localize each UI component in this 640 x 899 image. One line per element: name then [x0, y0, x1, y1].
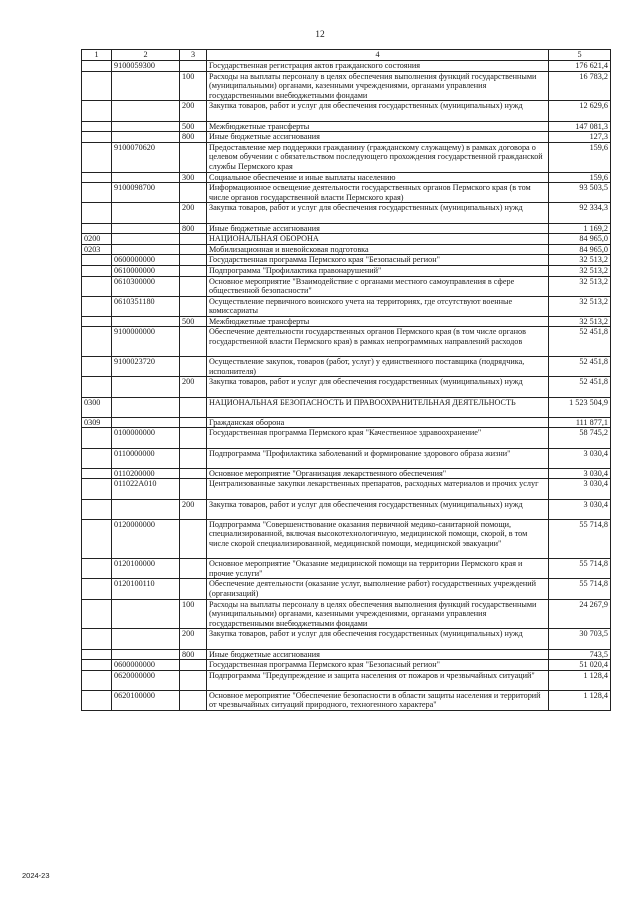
item-name: Государственная программа Пермского края "Безопасный регион" [207, 255, 549, 266]
expense-type: 500 [180, 121, 207, 132]
target-code: 9100059300 [112, 61, 180, 72]
item-name: Осуществление первичного воинского учета на территориях, где отсутствуют военные комиссариаты [207, 296, 549, 316]
target-code: 0100000000 [112, 428, 180, 448]
target-code [112, 172, 180, 183]
expense-type [180, 327, 207, 357]
amount: 32 513,2 [549, 316, 611, 327]
amount: 93 503,5 [549, 183, 611, 203]
item-name: Расходы на выплаты персоналу в целях обеспечения выполнения функций государственными (муниципальными) органами, казенными учреждениями, органами управления государственными внебюджетными фондами [207, 71, 549, 101]
section-code [82, 327, 112, 357]
expense-type: 200 [180, 499, 207, 519]
expense-type: 800 [180, 132, 207, 143]
section-code [82, 61, 112, 72]
item-name: Осуществление закупок, товаров (работ, услуг) у единственного поставщика (подрядчика, исполнителя) [207, 357, 549, 377]
table-row [82, 417, 611, 428]
table-row [82, 690, 611, 710]
target-code [112, 417, 180, 428]
item-name: Основное мероприятие "Организация лекарственного обеспечения" [207, 468, 549, 479]
expense-type: 200 [180, 377, 207, 397]
column-header-target: 2 [112, 50, 180, 61]
expense-type [180, 265, 207, 276]
target-code [112, 132, 180, 143]
table-row [82, 579, 611, 599]
expense-type [180, 234, 207, 245]
item-name: Обеспечение деятельности государственных органов Пермского края (в том числе органов государственной власти Пермского края) в рамках непрограммных направлений расходов [207, 327, 549, 357]
target-code [112, 101, 180, 121]
amount: 743,5 [549, 649, 611, 660]
item-name: НАЦИОНАЛЬНАЯ ОБОРОНА [207, 234, 549, 245]
column-header-name: 4 [207, 50, 549, 61]
target-code [112, 316, 180, 327]
expense-type [180, 519, 207, 558]
table-row [82, 316, 611, 327]
expense-type [180, 670, 207, 690]
amount: 92 334,3 [549, 203, 611, 223]
amount: 52 451,8 [549, 327, 611, 357]
amount: 55 714,8 [549, 559, 611, 579]
section-code [82, 223, 112, 234]
table-header-row [82, 50, 611, 61]
item-name: Централизованные закупки лекарственных препаратов, расходных материалов и прочих услуг [207, 479, 549, 499]
table-row [82, 121, 611, 132]
table-row [82, 397, 611, 417]
target-code: 9100070620 [112, 142, 180, 172]
table-row [82, 276, 611, 296]
item-name: Закупка товаров, работ и услуг для обеспечения государственных (муниципальных) нужд [207, 101, 549, 121]
expense-type [180, 479, 207, 499]
table-row [82, 660, 611, 671]
budget-table [81, 49, 611, 711]
table-row [82, 479, 611, 499]
amount: 24 267,9 [549, 599, 611, 629]
target-code: 0120100110 [112, 579, 180, 599]
amount: 30 703,5 [549, 629, 611, 649]
target-code: 0110000000 [112, 448, 180, 468]
section-code [82, 690, 112, 710]
section-code [82, 479, 112, 499]
target-code [112, 499, 180, 519]
table-row [82, 468, 611, 479]
amount: 159,6 [549, 142, 611, 172]
section-code: 0300 [82, 397, 112, 417]
amount: 52 451,8 [549, 377, 611, 397]
item-name: Основное мероприятие "Оказание медицинской помощи на территории Пермского края и прочие услуги" [207, 559, 549, 579]
amount: 3 030,4 [549, 468, 611, 479]
amount: 16 783,2 [549, 71, 611, 101]
target-code [112, 121, 180, 132]
target-code [112, 203, 180, 223]
table-row [82, 234, 611, 245]
section-code [82, 172, 112, 183]
table-row [82, 183, 611, 203]
expense-type: 100 [180, 71, 207, 101]
expense-type [180, 417, 207, 428]
target-code [112, 377, 180, 397]
amount: 3 030,4 [549, 499, 611, 519]
column-header-section: 1 [82, 50, 112, 61]
section-code [82, 101, 112, 121]
item-name: Обеспечение деятельности (оказание услуг, выполнение работ) государственных учреждений (организаций) [207, 579, 549, 599]
table-row [82, 296, 611, 316]
target-code: 0620000000 [112, 670, 180, 690]
table-row [82, 172, 611, 183]
section-code: 0309 [82, 417, 112, 428]
target-code: 9100000000 [112, 327, 180, 357]
amount: 176 621,4 [549, 61, 611, 72]
expense-type: 800 [180, 223, 207, 234]
item-name: Иные бюджетные ассигнования [207, 649, 549, 660]
table-row [82, 223, 611, 234]
expense-type [180, 61, 207, 72]
item-name: НАЦИОНАЛЬНАЯ БЕЗОПАСНОСТЬ И ПРАВООХРАНИТЕЛЬНАЯ ДЕЯТЕЛЬНОСТЬ [207, 397, 549, 417]
amount: 1 128,4 [549, 690, 611, 710]
page-number: 12 [315, 30, 325, 40]
amount: 159,6 [549, 172, 611, 183]
expense-type [180, 276, 207, 296]
amount: 52 451,8 [549, 357, 611, 377]
target-code [112, 599, 180, 629]
amount: 111 877,1 [549, 417, 611, 428]
section-code [82, 629, 112, 649]
amount: 127,3 [549, 132, 611, 143]
target-code: 9100098700 [112, 183, 180, 203]
target-code: 0610351180 [112, 296, 180, 316]
table-row [82, 203, 611, 223]
amount: 1 523 504,9 [549, 397, 611, 417]
section-code [82, 649, 112, 660]
expense-type: 300 [180, 172, 207, 183]
item-name: Государственная программа Пермского края "Качественное здравоохранение" [207, 428, 549, 448]
table-row [82, 377, 611, 397]
table-row [82, 101, 611, 121]
table-row [82, 629, 611, 649]
item-name: Иные бюджетные ассигнования [207, 132, 549, 143]
item-name: Государственная регистрация актов гражданского состояния [207, 61, 549, 72]
section-code [82, 357, 112, 377]
section-code [82, 121, 112, 132]
expense-type [180, 296, 207, 316]
item-name: Межбюджетные трансферты [207, 316, 549, 327]
footer-code: 2024-23 [22, 871, 50, 880]
target-code [112, 397, 180, 417]
target-code: 0600000000 [112, 660, 180, 671]
table-row [82, 599, 611, 629]
section-code: 0203 [82, 244, 112, 255]
expense-type [180, 357, 207, 377]
expense-type [180, 183, 207, 203]
target-code: 0110200000 [112, 468, 180, 479]
item-name: Мобилизационная и вневойсковая подготовка [207, 244, 549, 255]
target-code: 0120100000 [112, 559, 180, 579]
expense-type: 200 [180, 203, 207, 223]
amount: 1 128,4 [549, 670, 611, 690]
item-name: Гражданская оборона [207, 417, 549, 428]
amount: 32 513,2 [549, 276, 611, 296]
table-row [82, 649, 611, 660]
section-code [82, 670, 112, 690]
table-row [82, 265, 611, 276]
target-code: 0610300000 [112, 276, 180, 296]
item-name: Государственная программа Пермского края "Безопасный регион" [207, 660, 549, 671]
target-code: 0620100000 [112, 690, 180, 710]
section-code [82, 377, 112, 397]
item-name: Расходы на выплаты персоналу в целях обеспечения выполнения функций государственными (муниципальными) органами, казенными учреждениями, органами управления государственными внебюджетными фондами [207, 599, 549, 629]
expense-type [180, 559, 207, 579]
section-code [82, 428, 112, 448]
section-code [82, 296, 112, 316]
item-name: Подпрограмма "Профилактика правонарушений" [207, 265, 549, 276]
section-code [82, 276, 112, 296]
target-code [112, 649, 180, 660]
item-name: Подпрограмма "Предупреждение и защита населения от пожаров и чрезвычайных ситуаций" [207, 670, 549, 690]
item-name: Социальное обеспечение и иные выплаты населению [207, 172, 549, 183]
section-code [82, 468, 112, 479]
table-row [82, 132, 611, 143]
item-name: Предоставление мер поддержки гражданину (гражданскому служащему) в рамках договора о целевом обучении с обязательством последующего прохождения государственной гражданской службы Пермского края [207, 142, 549, 172]
table-row [82, 519, 611, 558]
target-code: 0120000000 [112, 519, 180, 558]
section-code [82, 579, 112, 599]
expense-type: 200 [180, 629, 207, 649]
expense-type: 200 [180, 101, 207, 121]
table-row [82, 357, 611, 377]
section-code [82, 519, 112, 558]
item-name: Подпрограмма "Профилактика заболеваний и формирование здорового образа жизни" [207, 448, 549, 468]
table-row [82, 71, 611, 101]
section-code [82, 183, 112, 203]
expense-type [180, 579, 207, 599]
table-row [82, 559, 611, 579]
amount: 84 965,0 [549, 244, 611, 255]
amount: 55 714,8 [549, 519, 611, 558]
amount: 3 030,4 [549, 479, 611, 499]
amount: 3 030,4 [549, 448, 611, 468]
item-name: Основное мероприятие "Взаимодействие с органами местного самоуправления в сфере общественной безопасности" [207, 276, 549, 296]
section-code: 0200 [82, 234, 112, 245]
item-name: Иные бюджетные ассигнования [207, 223, 549, 234]
expense-type [180, 397, 207, 417]
expense-type [180, 255, 207, 266]
expense-type [180, 660, 207, 671]
amount: 84 965,0 [549, 234, 611, 245]
table-row [82, 255, 611, 266]
target-code: 011022А010 [112, 479, 180, 499]
expense-type: 800 [180, 649, 207, 660]
target-code: 0600000000 [112, 255, 180, 266]
target-code [112, 234, 180, 245]
item-name: Информационное освещение деятельности государственных органов Пермского края (в том числе органов государственной власти Пермского края) [207, 183, 549, 203]
expense-type: 100 [180, 599, 207, 629]
section-code [82, 71, 112, 101]
item-name: Закупка товаров, работ и услуг для обеспечения государственных (муниципальных) нужд [207, 203, 549, 223]
section-code [82, 203, 112, 223]
table-row [82, 670, 611, 690]
item-name: Межбюджетные трансферты [207, 121, 549, 132]
section-code [82, 559, 112, 579]
item-name: Подпрограмма "Совершенствование оказания первичной медико-санитарной помощи, специализированной, включая высокотехнологичную, медицинской помощи, скорой, в том числе скорой специализированной, медицинской помощи, медицинской эвакуации" [207, 519, 549, 558]
amount: 12 629,6 [549, 101, 611, 121]
table-row [82, 244, 611, 255]
section-code [82, 142, 112, 172]
amount: 32 513,2 [549, 265, 611, 276]
item-name: Закупка товаров, работ и услуг для обеспечения государственных (муниципальных) нужд [207, 499, 549, 519]
section-code [82, 599, 112, 629]
target-code [112, 71, 180, 101]
item-name: Основное мероприятие "Обеспечение безопасности в области защиты населения и территорий от чрезвычайных ситуаций природного, техногенного характера" [207, 690, 549, 710]
expense-type [180, 142, 207, 172]
amount: 55 714,8 [549, 579, 611, 599]
section-code [82, 132, 112, 143]
section-code [82, 499, 112, 519]
expense-type [180, 428, 207, 448]
table-row [82, 448, 611, 468]
item-name: Закупка товаров, работ и услуг для обеспечения государственных (муниципальных) нужд [207, 629, 549, 649]
amount: 32 513,2 [549, 296, 611, 316]
target-code [112, 223, 180, 234]
section-code [82, 660, 112, 671]
table-row [82, 327, 611, 357]
expense-type [180, 244, 207, 255]
target-code [112, 244, 180, 255]
table-row [82, 142, 611, 172]
column-header-type: 3 [180, 50, 207, 61]
table-row [82, 499, 611, 519]
target-code: 0610000000 [112, 265, 180, 276]
amount: 51 020,4 [549, 660, 611, 671]
column-header-amount: 5 [549, 50, 611, 61]
item-name: Закупка товаров, работ и услуг для обеспечения государственных (муниципальных) нужд [207, 377, 549, 397]
table-row [82, 428, 611, 448]
amount: 32 513,2 [549, 255, 611, 266]
amount: 1 169,2 [549, 223, 611, 234]
section-code [82, 255, 112, 266]
section-code [82, 316, 112, 327]
amount: 58 745,2 [549, 428, 611, 448]
table-row [82, 61, 611, 72]
target-code [112, 629, 180, 649]
section-code [82, 265, 112, 276]
expense-type: 500 [180, 316, 207, 327]
expense-type [180, 448, 207, 468]
expense-type [180, 690, 207, 710]
expense-type [180, 468, 207, 479]
amount: 147 081,3 [549, 121, 611, 132]
target-code: 9100023720 [112, 357, 180, 377]
section-code [82, 448, 112, 468]
